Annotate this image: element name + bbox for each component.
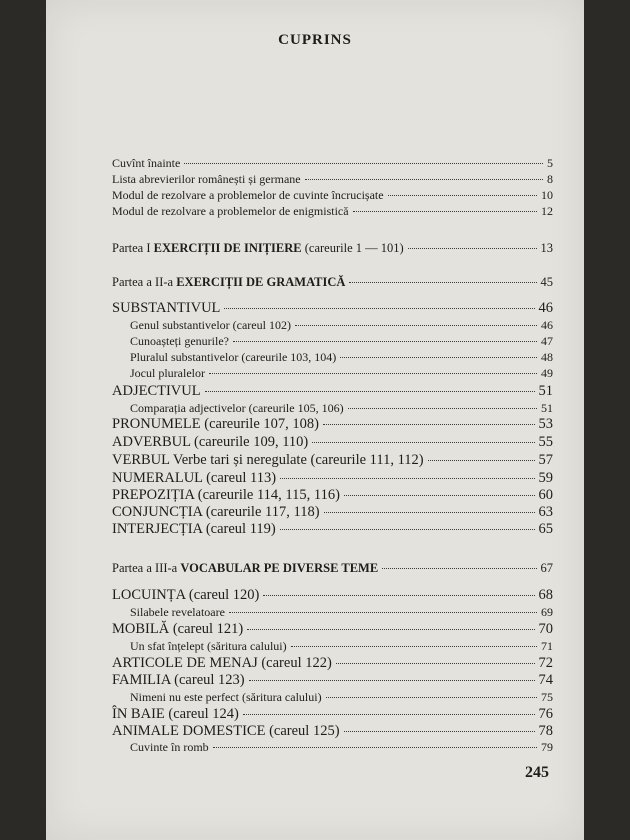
toc-entry: ARTICOLE DE MENAJ (careul 122) 72 xyxy=(112,655,553,671)
toc-entry: Jocul pluralelor 49 xyxy=(130,366,553,380)
toc-entry: PRONUMELE (careurile 107, 108) 53 xyxy=(112,416,553,432)
toc-part-2: Partea a II-a EXERCIȚII DE GRAMATICĂ 45 xyxy=(112,275,553,289)
toc-entry: ADJECTIVUL 51 xyxy=(112,383,553,399)
toc-entry: SUBSTANTIVUL 46 xyxy=(112,300,553,316)
toc-entry: Silabele revelatoare 69 xyxy=(130,605,553,619)
toc-entry: Pluralul substantivelor (careurile 103, 104) 48 xyxy=(130,350,553,364)
toc-entry: FAMILIA (careul 123) 74 xyxy=(112,672,553,688)
toc-entry: Nimeni nu este perfect (săritura calului) 75 xyxy=(130,690,553,704)
toc-entry: INTERJECȚIA (careul 119) 65 xyxy=(112,521,553,537)
book-page xyxy=(46,0,584,840)
toc-entry: Cuvinte în romb 79 xyxy=(130,740,553,754)
toc-entry: LOCUINȚA (careul 120) 68 xyxy=(112,587,553,603)
toc-entry: ÎN BAIE (careul 124) 76 xyxy=(112,706,553,722)
toc-entry: Cuvînt înainte 5 xyxy=(112,156,553,170)
toc-entry: NUMERALUL (careul 113) 59 xyxy=(112,470,553,486)
toc-entry: MOBILĂ (careul 121) 70 xyxy=(112,621,553,637)
toc-entry: Cunoașteți genurile? 47 xyxy=(130,334,553,348)
toc-entry: ANIMALE DOMESTICE (careul 125) 78 xyxy=(112,723,553,739)
toc-entry: Modul de rezolvare a problemelor de cuvinte încrucișate 10 xyxy=(112,188,553,202)
toc-entry: VERBUL Verbe tari și neregulate (careurile 111, 112) 57 xyxy=(112,452,553,468)
toc-part-3: Partea a III-a VOCABULAR PE DIVERSE TEME 67 xyxy=(112,561,553,575)
toc-part-1: Partea I EXERCIȚII DE INIȚIERE (careurile 1 — 101) 13 xyxy=(112,241,553,255)
page-title: CUPRINS xyxy=(278,32,352,48)
toc-entry: Genul substantivelor (careul 102) 46 xyxy=(130,318,553,332)
toc-entry: CONJUNCȚIA (careurile 117, 118) 63 xyxy=(112,504,553,520)
toc-entry: Un sfat înțelept (săritura calului) 71 xyxy=(130,639,553,653)
toc-entry: Modul de rezolvare a problemelor de enigmistică 12 xyxy=(112,204,553,218)
page-number: 245 xyxy=(525,764,549,781)
toc-entry: Lista abrevierilor românești și germane 8 xyxy=(112,172,553,186)
toc-entry: Comparația adjectivelor (careurile 105, 106) 51 xyxy=(130,401,553,415)
toc-entry: ADVERBUL (careurile 109, 110) 55 xyxy=(112,434,553,450)
toc-entry: PREPOZIȚIA (careurile 114, 115, 116) 60 xyxy=(112,487,553,503)
